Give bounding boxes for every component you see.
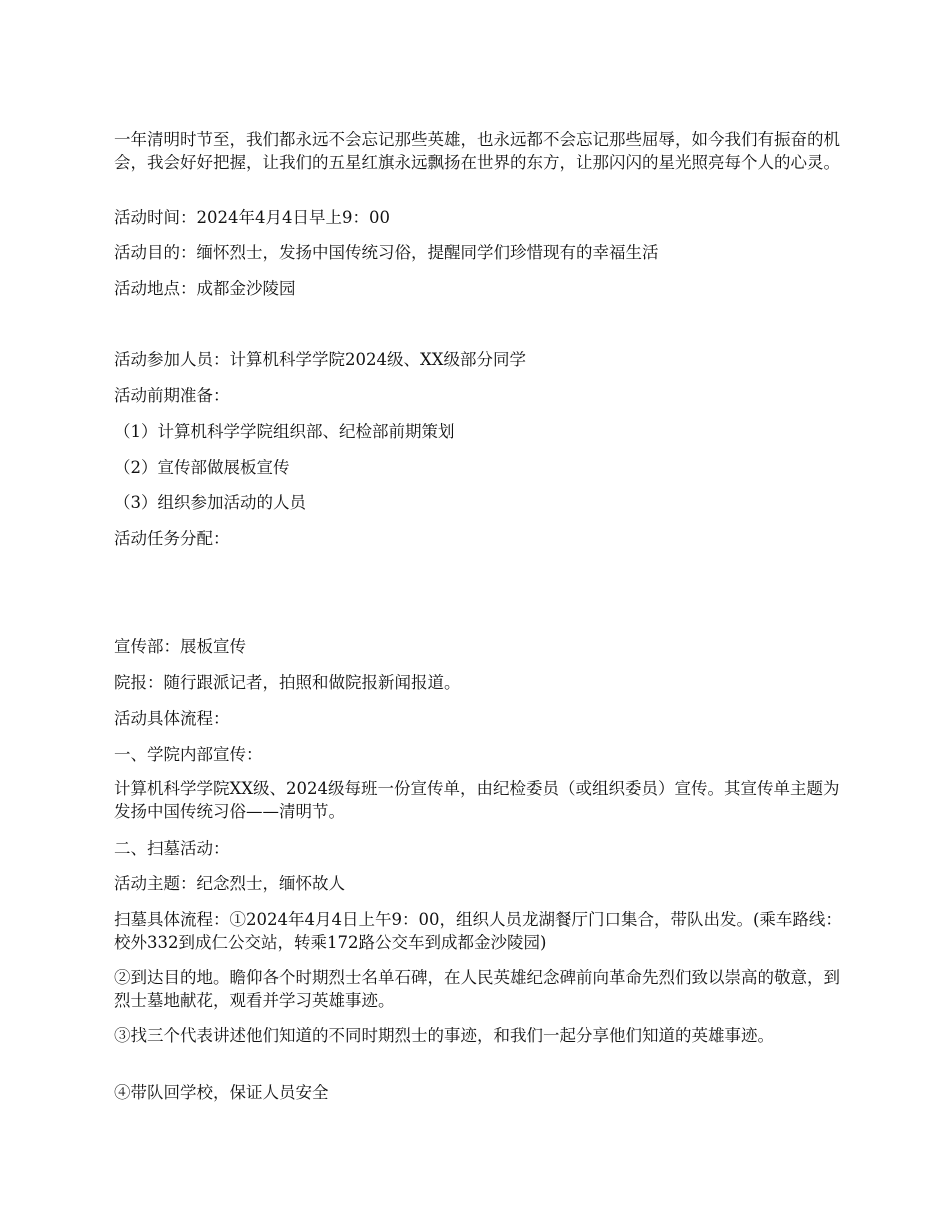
- activity-location: 活动地点：成都金沙陵园: [114, 279, 296, 298]
- section-two-heading: 二、扫墓活动：: [114, 839, 230, 858]
- preparation-item-3: （3）组织参加活动的人员: [114, 493, 306, 512]
- activity-theme: 活动主题：纪念烈士，缅怀故人: [114, 874, 345, 893]
- activity-purpose: 活动目的：缅怀烈士，发扬中国传统习俗，提醒同学们珍惜现有的幸福生活: [114, 243, 659, 262]
- activity-participants: 活动参加人员：计算机科学学院2024级、XX级部分同学: [114, 350, 526, 369]
- sweeping-process-step-1: 扫墓具体流程：①2024年4月4日上午9：00，组织人员龙湖餐厅门口集合，带队出发。(乘车路线：校外332到成仁公交站，转乘172路公交车到成都金沙陵园): [114, 910, 842, 952]
- sweeping-process-step-3: ③找三个代表讲述他们知道的不同时期烈士的事迹，和我们一起分享他们知道的英雄事迹。: [114, 1026, 774, 1045]
- process-heading: 活动具体流程：: [114, 709, 230, 728]
- section-one-heading: 一、学院内部宣传：: [114, 745, 263, 764]
- preparation-item-1: （1）计算机科学学院组织部、纪检部前期策划: [114, 422, 455, 441]
- task-assignment-heading: 活动任务分配：: [114, 529, 230, 548]
- sweeping-process-step-2: ②到达目的地。瞻仰各个时期烈士名单石碑，在人民英雄纪念碑前向革命先烈们致以崇高的敬意，到烈士墓地献花，观看并学习英雄事迹。: [114, 968, 840, 1010]
- preparation-item-2: （2）宣传部做展板宣传: [114, 458, 290, 477]
- activity-time: 活动时间：2024年4月4日早上9：00: [114, 208, 390, 227]
- sweeping-process-step-4: ④带队回学校，保证人员安全: [114, 1083, 329, 1102]
- section-one-body: 计算机科学学院XX级、2024级每班一份宣传单，由纪检委员（或组织委员）宣传。其宣传单主题为发扬中国传统习俗——清明节。: [114, 779, 840, 821]
- intro-paragraph: 一年清明时节至，我们都永远不会忘记那些英雄，也永远都不会忘记那些屈辱，如今我们有振奋的机会，我会好好把握，让我们的五星红旗永远飘扬在世界的东方，让那闪闪的星光照亮每个人的心灵。: [114, 130, 840, 172]
- task-college-newspaper: 院报：随行跟派记者，拍照和做院报新闻报道。: [114, 673, 461, 692]
- preparation-heading: 活动前期准备：: [114, 386, 230, 405]
- task-publicity: 宣传部：展板宣传: [114, 637, 246, 656]
